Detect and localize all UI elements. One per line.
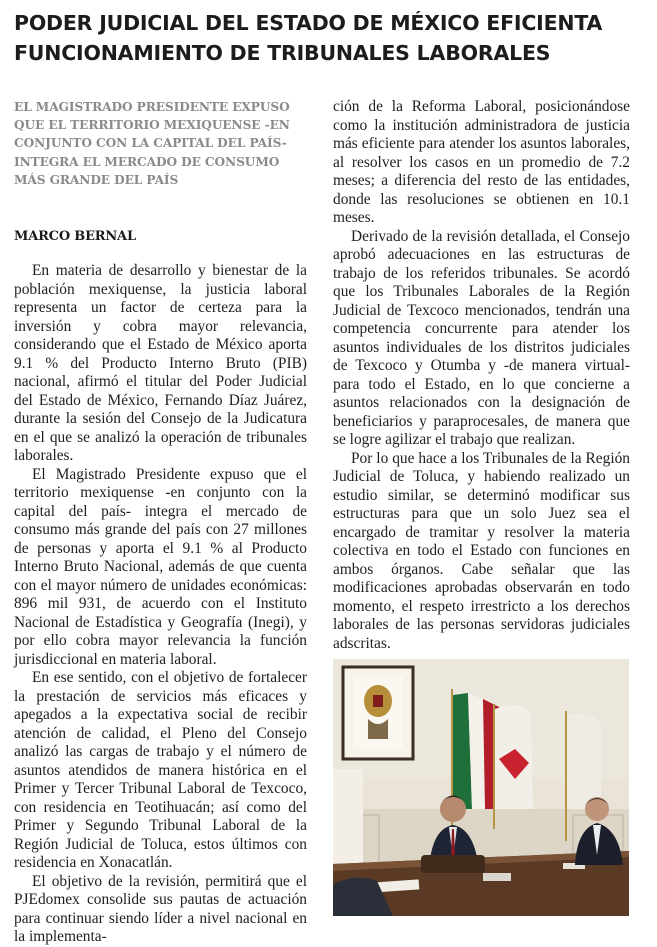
meeting-photo <box>333 659 629 916</box>
article-paragraph: ción de la Reforma Laboral, posicionándose como la institución administradora de justicia más eficiente para atender los asuntos laborales, al resolver los casos en un promedio de 7.2 meses; a diferencia del resto de las entidades, donde las resoluciones se obtienen en 10.1 meses. <box>333 98 630 226</box>
article-paragraph: El Magistrado Presidente expuso que el territorio mexiquense -en conjunto con la capital del país- integra el mercado de consumo más grande del país con 27 millones de personas y aporta el 9.1 % al Producto Interno Bruto Nacional, además de que cuenta con el mayor número de unidades económicas: 896 mil 931, de acuerdo con el Instituto Nacional de Estadística y Geografía (Inegi), y por ello cobra mayor relevancia la función jurisdiccional en materia laboral. <box>14 465 307 668</box>
article-paragraph: Derivado de la revisión detallada, el Consejo aprobó adecuaciones en las estructuras de trabajo de los referidos tribunales. Se acordó que los Tribunales Laborales de la Región Judicial de Texcoco mencionados, tendrán una competencia concurrente para atender los asuntos individuales de los distritos judiciales de Texcoco y Otumba y -de manera virtual- para todo el Estado, en lo que concierne a asuntos relacionados con la designación de beneficiarios y paraprocesales, de manera que se logre agilizar el trabajo que realizan. <box>333 227 630 448</box>
article-paragraph: El objetivo de la revisión, permitirá que el PJEdomex consolide sus pautas de actuación para continuar siendo líder a nivel nacional en la implementa- <box>14 872 307 945</box>
article-paragraph: Por lo que hace a los Tribunales de la Región Judicial de Toluca, y habiendo realizado un estudio similar, se determinó modificar sus estructuras para que un solo Juez sea el encargado de tramitar y resolver la materia colectiva en todo el Estado con funciones en ambos órganos. Cabe señalar que las modificaciones aprobadas observarán en todo momento, el respeto irrestricto a los derechos laborales de las personas servidoras judiciales adscritas. <box>333 449 630 652</box>
article-column-right <box>333 98 630 652</box>
article-paragraph: En materia de desarrollo y bienestar de la población mexiquense, la justicia laboral representa un factor de certeza para la inversión y cobra mayor relevancia, considerando que el Estado de México aporta 9.1 % del Producto Interno Bruto (PIB) nacional, afirmó el titular del Poder Judicial del Estado de México, Fernando Díaz Juárez, durante la sesión del Consejo de la Judicatura en el que se analizó la operación de tribunales laborales. <box>14 262 307 464</box>
headline: PODER JUDICIAL DEL ESTADO DE MÉXICO EFICIENTA FUNCIONAMIENTO DE TRIBUNALES LABORALES <box>14 11 603 65</box>
article-column-left <box>14 262 307 945</box>
article-paragraph: En ese sentido, con el objetivo de fortalecer la prestación de servicios más eficaces y apegados a la expectativa social de recibir atención de calidad, el Pleno del Consejo analizó las cargas de trabajo y el número de asuntos atendidos de manera histórica en el Primer y Tercer Tribunal Laboral de Texcoco, con residencia en Teotihuacán; así como del Primer y Segundo Tribunal Laboral de la Región Judicial de Toluca, estos últimos con residencia en Xonacatlán. <box>14 669 307 871</box>
subheadline: EL MAGISTRADO PRESIDENTE EXPUSO QUE EL TERRITORIO MEXIQUENSE -EN CONJUNTO CON LA CAPITAL DEL PAÍS- INTEGRA EL MERCADO DE CONSUMO MÁS GRANDE DEL PAÍS <box>14 100 290 187</box>
author-byline: MARCO BERNAL <box>14 229 136 244</box>
